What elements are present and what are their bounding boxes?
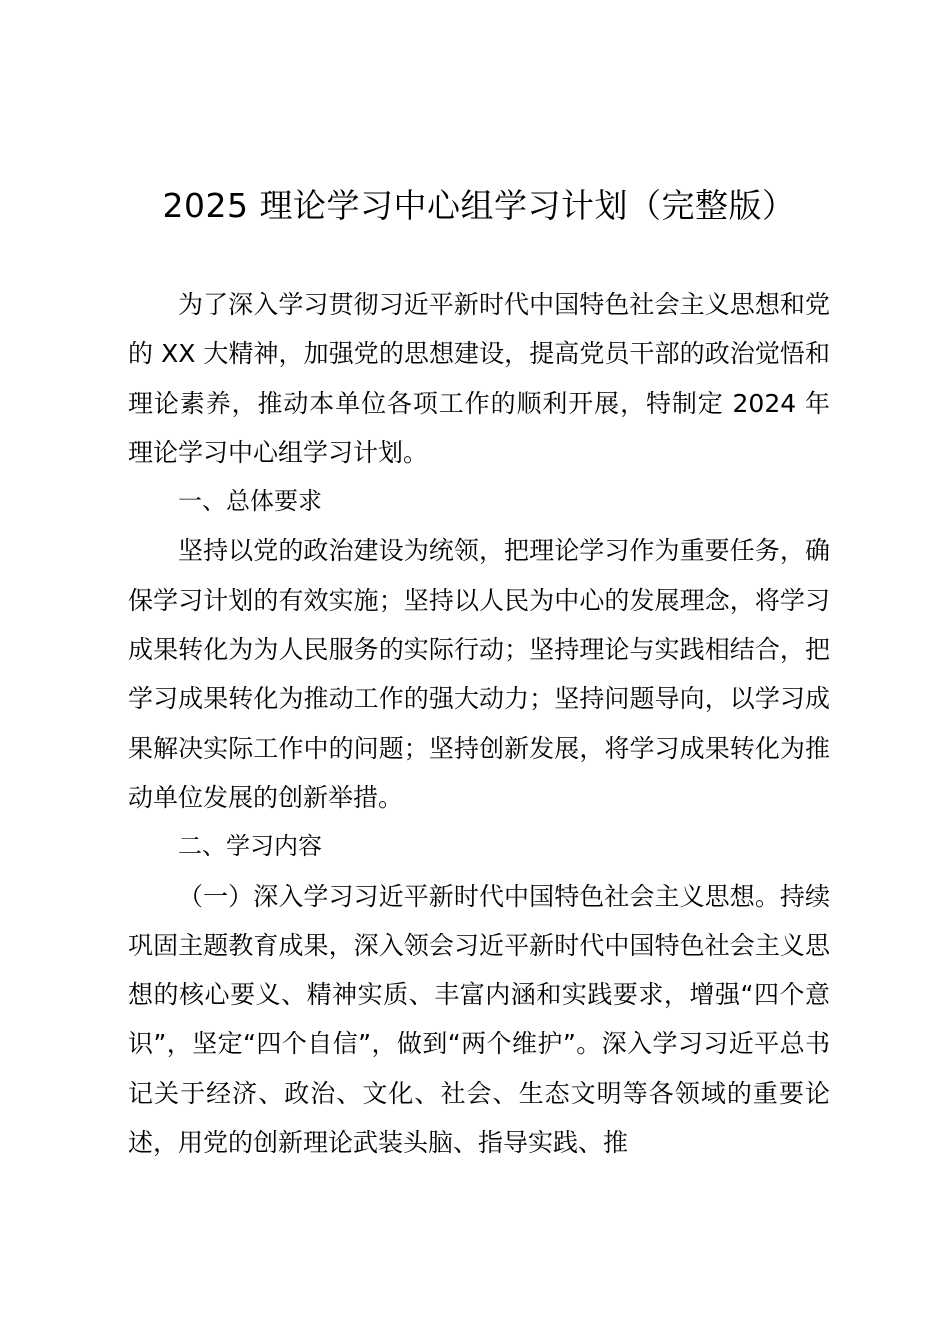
intro-paragraph: 为了深入学习贯彻习近平新时代中国特色社会主义思想和党的 XX 大精神，加强党的思想建设，提高党员干部的政治觉悟和理论素养，推动本单位各项工作的顺利开展，特制定 2024 年理论学习中心组学习计划。	[128, 290, 830, 467]
section-heading-general-requirements: 一、总体要求	[178, 487, 322, 516]
study-content-item-1-paragraph: （一）深入学习习近平新时代中国特色社会主义思想。持续巩固主题教育成果，深入领会习近平新时代中国特色社会主义思想的核心要义、精神实质、丰富内涵和实践要求，增强“四个意识”，坚定“四个自信”，做到“两个维护”。深入学习习近平总书记关于经济、政治、文化、社会、生态文明等各领域的重要论述，用党的创新理论武装头脑、指导实践、推	[128, 881, 830, 1158]
document-body	[128, 280, 830, 1167]
section-heading-study-content: 二、学习内容	[178, 832, 322, 861]
general-requirements-paragraph: 坚持以党的政治建设为统领，把理论学习作为重要任务，确保学习计划的有效实施；坚持以人民为中心的发展理念，将学习成果转化为为人民服务的实际行动；坚持理论与实践相结合，把学习成果转化为推动工作的强大动力；坚持问题导向，以学习成果解决实际工作中的问题；坚持创新发展，将学习成果转化为推动单位发展的创新举措。	[128, 536, 830, 812]
document-title: 2025 理论学习中心组学习计划（完整版）	[162, 186, 796, 225]
